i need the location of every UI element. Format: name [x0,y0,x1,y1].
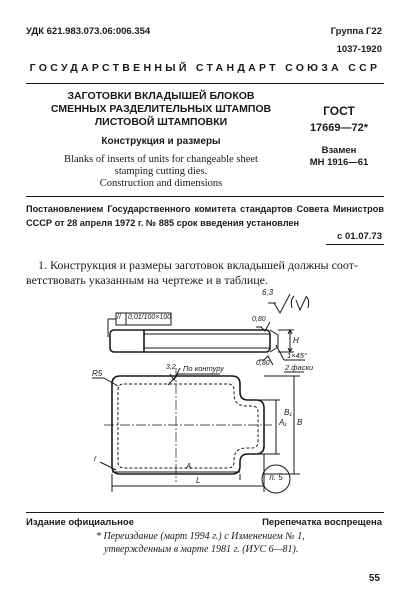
side-view-plate [110,330,270,352]
para-line2: ветствовать указанным на чертеже и в таблице. [26,273,268,287]
roughness-contour-label: 3,2 [166,364,176,371]
group-code: Группа Г22 [330,26,382,37]
replaced-number: МН 1916—61 [309,157,369,168]
page-number: 55 [368,573,380,584]
roughness-check-icon [296,297,306,310]
standard-banner: ГОСУДАРСТВЕННЫЙ СТАНДАРТ СОЮЗА ССР [29,62,381,74]
dimension-a1: A₁ [279,418,287,427]
reissue-line1: * Переиздание (март 1994 г.) с Изменением № 1, [96,531,305,542]
reference-note: п. 5 [269,473,283,482]
title-ru-line3: ЛИСТОВОЙ ШТАМПОВКИ [94,116,228,128]
title-ru-line2: СМЕННЫХ РАЗДЕЛИТЕЛЬНЫХ ШТАМПОВ [50,103,272,115]
registration-code: 1037-1920 [336,44,382,55]
replaced-label: Взамен [321,145,357,156]
para-line1: 1. Конструкция и размеры заготовок вкладышей должны соот- [38,258,358,272]
tolerance-symbol: // [117,314,121,321]
reprint-notice: Перепечатка воспрещена [262,517,382,528]
chamfer-note: 2 фаски [285,363,314,372]
plan-view-inner [118,384,258,468]
dimension-a: A [186,462,192,471]
title-en-line1: Blanks of inserts of units for changeable sheet [64,154,258,165]
title-en-line3: Construction and dimensions [99,178,223,189]
decree-line2: СССР от 28 апреля 1972 г. № 885 срок введения установлен [26,218,300,228]
subtitle-russian: Конструкция и размеры [101,136,221,147]
dimension-l: L [196,476,201,485]
roughness-value: 6,3 [262,288,274,297]
title-ru-line1: ЗАГОТОВКИ ВКЛАДЫШЕЙ БЛОКОВ [67,90,255,102]
contour-note: По контуру [183,364,225,373]
decree-date: с 01.07.73 [337,231,382,242]
reissue-line2: утвержденным в марте 1981 г. (ИУС 6—81). [104,544,299,555]
official-edition: Издание официальное [26,517,134,528]
dimension-r: r [94,454,97,463]
udk-code: УДК 621.983.073.06:006.354 [26,26,151,37]
dimension-b1: B₁ [284,408,292,417]
tolerance-value: 0,01/100×100 [128,314,172,321]
gost-label: ГОСТ [323,104,355,118]
dimension-h: H [293,336,299,345]
gost-number: 17669—72* [309,122,369,134]
decree-line1: Постановлением Государственного комитета стандартов Совета Министров [26,204,384,214]
footer-divider [26,512,384,513]
dimension-b: B [297,418,303,427]
chamfer-label: 1×45° [287,351,307,360]
title-en-line2: stamping cutting dies. [114,166,208,177]
roughness-top-label: 0,80 [252,316,266,323]
radius-r5: R5 [92,369,103,378]
roughness-bottom-label: 0,80 [256,360,270,367]
